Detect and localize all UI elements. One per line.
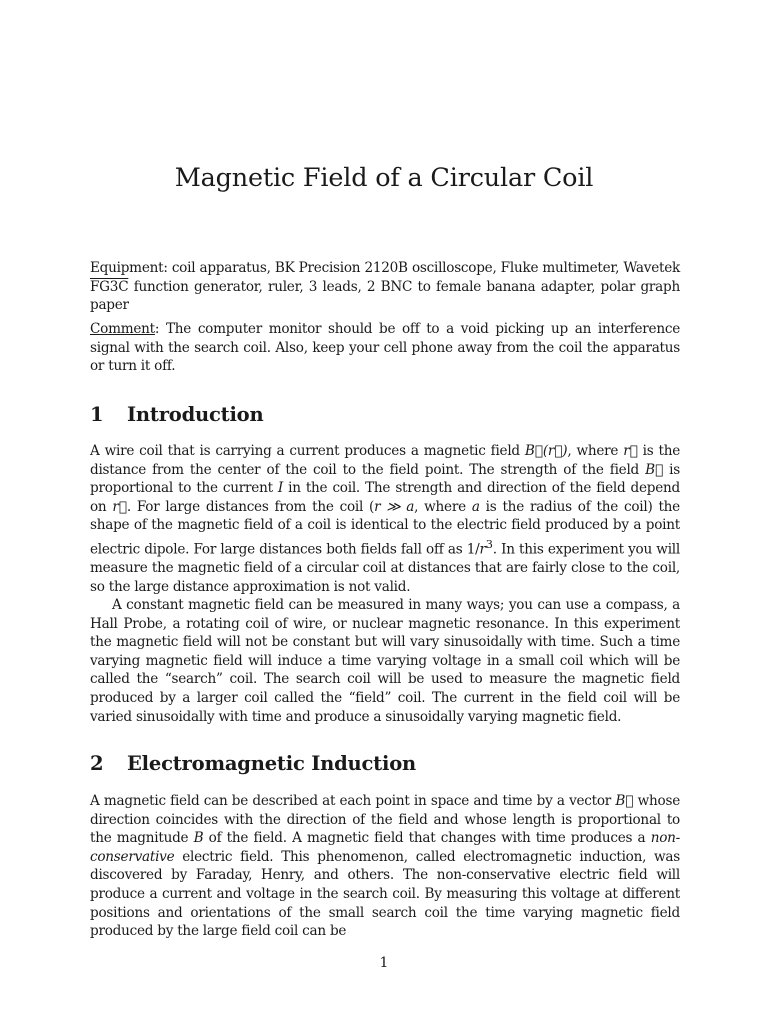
math-r: r [479,541,486,558]
equipment-text-2: function generator, ruler, 3 leads, 2 BNC to female banana adapter, polar graph paper [90,278,680,314]
equipment-text-1: coil apparatus, BK Precision 2120B oscilloscope, Fluke multimeter, Wavetek [167,260,680,276]
equipment-paragraph [90,259,680,315]
section-heading-introduction [90,403,263,426]
intro-paragraph-1 [90,442,680,596]
section-title: Electromagnetic Induction [127,752,416,775]
document-title: Magnetic Field of a Circular Coil [174,163,594,194]
intro-text: is the distance from the center of the coil to the field point. The strength of the field [90,443,680,478]
induction-text: A magnetic field can be described at each point in space and time by a vector [90,793,616,809]
equipment-label: Equipment: [90,260,168,276]
math-a: a [471,498,480,515]
comment-label: Comment [90,321,155,337]
induction-paragraph [90,792,680,941]
intro-text: . For large distances from the coil ( [126,498,375,515]
intro-text: . In this experiment you will measure the magnetic field of a circular coil at distances that are fairly close to the coil, so the large distance approximation is not valid. [90,541,680,595]
comment-text: : The computer monitor should be off to a void picking up an interference signal with the search coil. Also, keep your cell phone away from the coil the apparatus or turn it off. [90,321,680,375]
math-exponent: 3 [485,536,493,551]
intro-paragraph-2: A constant magnetic field can be measured in many ways; you can use a compass, a Hall Probe, a rotating coil of wire, or nuclear magnetic resonance. In this experiment the magnetic field will not be constant but will vary sinusoidally with time. Such a time varying magnetic field will induce a time varying voltage in a small coil which will be called the “search” coil. The search coil will be used to measure the magnetic field produced by a larger coil called the “field” coil. The current in the field coil will be varied sinusoidally with time and produce a sinusoidally varying magnetic field. [90,597,680,725]
math-r-gg-a: r ≫ a [374,498,415,515]
section-heading-induction [90,752,416,775]
induction-text: whose direction coincides with the direction of the field and whose length is proportional to the magnitude [90,793,680,847]
emphasis-non-conservative: non-conservative [90,830,681,865]
section-number: 1 [90,403,104,426]
comment-paragraph [90,320,680,376]
math-B-of-r: B⃗(r⃗) [524,443,568,459]
page-number: 1 [379,955,389,971]
induction-text: electric field. This phenomenon, called electromagnetic induction, was discovered by Faraday, Henry, and others. The non-conservative electric field will produce a current and voltage in the search coil. By measuring this voltage at different positions and orientations of the small search coil the time varying magnetic field produced by the large field coil can be [90,848,680,940]
intro-text: in the coil. The strength and direction of the field depend on [90,480,680,515]
intro-text: is the radius of the coil) the shape of the magnetic field of a coil is identical to the electric field produced by a point electric dipole. For large distances both fields fall off as 1/ [90,498,680,558]
math-r-vector: r⃗ [112,498,127,515]
math-B-vector: B⃗ [615,793,634,809]
intro-text: A wire coil that is carrying a current produces a magnetic field [90,443,525,459]
math-r-vector: r⃗ [623,443,638,459]
math-I: I [277,480,284,497]
intro-text: , where [567,443,624,459]
intro-text: , where [414,498,472,515]
section-number: 2 [90,752,104,775]
math-B: B [193,830,204,847]
math-B-vector: B⃗ [645,461,664,478]
section-title: Introduction [127,403,264,426]
induction-text: of the field. A magnetic field that changes with time produces a [203,830,651,847]
intro-text: is proportional to the current [90,461,680,497]
equipment-model: FG3C [90,278,129,295]
